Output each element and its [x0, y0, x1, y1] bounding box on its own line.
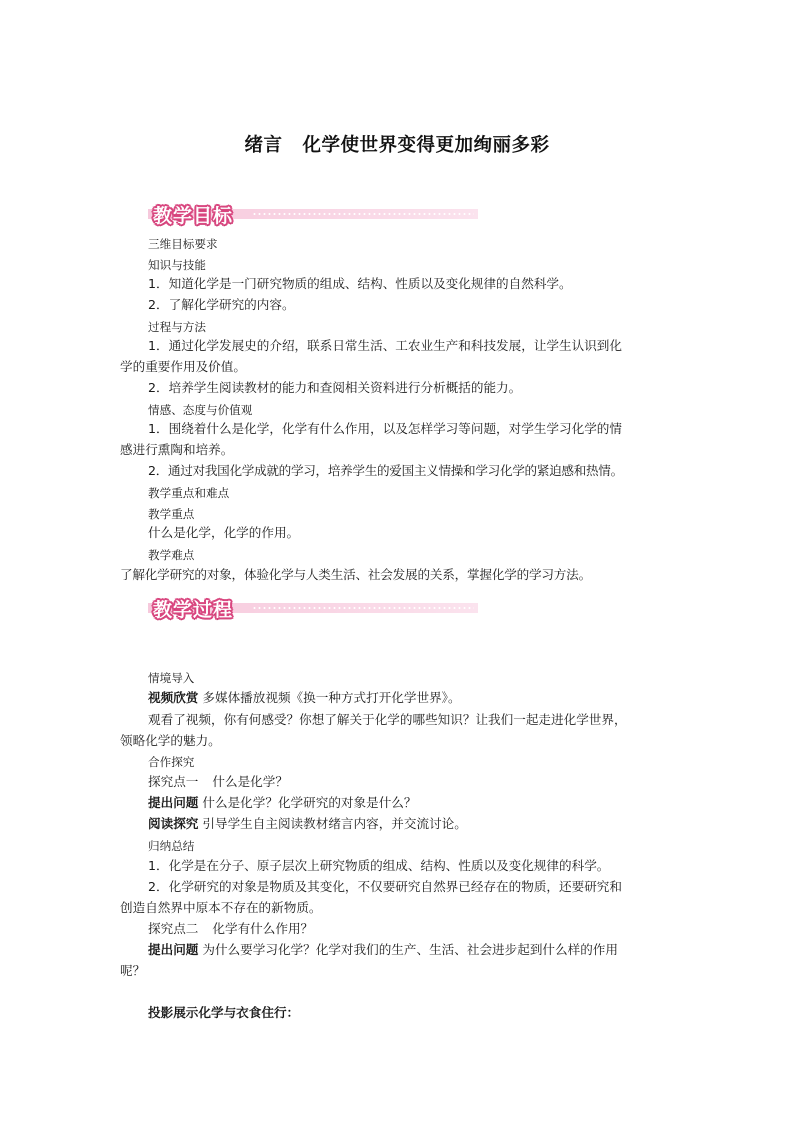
key-difficult-heading: 教学重点和难点	[148, 486, 230, 500]
summary-heading: 归纳总结	[148, 839, 195, 853]
point2-title: 化学有什么作用？	[212, 921, 314, 936]
title-part1: 绪言	[244, 135, 283, 156]
point2-line	[148, 921, 313, 937]
process-item-1a: 1．通过化学发展史的介绍，联系日常生活、工农业生产和科技发展，让学生认识到化	[148, 338, 622, 353]
emotion-item-1a: 1．围绕着什么是化学，化学有什么作用，以及怎样学习等问题，对学生学习化学的情	[148, 421, 622, 436]
knowledge-item-1: 1．知道化学是一门研究物质的组成、结构、性质以及变化规律的自然科学。	[148, 276, 572, 291]
projection-line: 投影展示化学与衣食住行：	[148, 1005, 300, 1020]
point1-label: 探究点一	[148, 774, 199, 789]
process-method-heading: 过程与方法	[148, 320, 206, 334]
key-text: 什么是化学，化学的作用。	[148, 525, 300, 540]
ask2-label: 提出问题	[148, 942, 199, 957]
video-line	[148, 690, 461, 706]
ask1-text: 什么是化学？化学研究的对象是什么？	[202, 795, 417, 810]
banner-dots	[252, 607, 474, 609]
video-label: 视频欣赏	[148, 690, 199, 705]
knowledge-item-2: 2．了解化学研究的内容。	[148, 297, 295, 312]
read-text: 引导学生自主阅读教材绪言内容，并交流讨论。	[202, 816, 467, 831]
process-banner	[148, 597, 478, 619]
key-heading: 教学重点	[148, 507, 195, 521]
ask1-label: 提出问题	[148, 795, 199, 810]
video-text: 多媒体播放视频《换一种方式打开化学世界》。	[202, 690, 461, 705]
emotion-heading: 情感、态度与价值观	[148, 403, 253, 417]
point2-label: 探究点二	[148, 921, 199, 936]
point1-line	[148, 774, 288, 790]
objectives-banner	[148, 203, 478, 225]
read-label: 阅读探究	[148, 816, 199, 831]
banner-dots	[252, 213, 474, 215]
ask2-line-b: 呢？	[120, 963, 146, 978]
difficult-text: 了解化学研究的对象，体验化学与人类生活、社会发展的关系，掌握化学的学习方法。	[120, 567, 591, 582]
emotion-item-1b: 感进行熏陶和培养。	[120, 442, 234, 457]
process-banner-label: 教学过程	[153, 599, 234, 621]
ask1-line	[148, 795, 416, 811]
explore-heading: 合作探究	[148, 755, 195, 769]
question-line-a: 观看了视频，你有何感受？你想了解关于化学的哪些知识？让我们一起走进化学世界，	[148, 712, 627, 727]
knowledge-heading: 知识与技能	[148, 258, 206, 272]
page-title	[0, 131, 794, 157]
summary-item-2b: 创造自然界中原本不存在的新物质。	[120, 900, 322, 915]
objectives-banner-label: 教学目标	[153, 205, 234, 227]
emotion-item-2: 2．通过对我国化学成就的学习，培养学生的爱国主义情操和学习化学的紧迫感和热情。	[148, 463, 623, 478]
title-part2: 化学使世界变得更加绚丽多彩	[302, 135, 550, 156]
process-item-1b: 学的重要作用及价值。	[120, 359, 246, 374]
read-line	[148, 816, 467, 832]
ask2-line	[148, 942, 618, 958]
intro-heading: 情境导入	[148, 671, 195, 685]
summary-item-2a: 2．化学研究的对象是物质及其变化，不仅要研究自然界已经存在的物质，还要研究和	[148, 879, 622, 894]
process-item-2: 2．培养学生阅读教材的能力和查阅相关资料进行分析概括的能力。	[148, 380, 522, 395]
point1-title: 什么是化学？	[212, 774, 288, 789]
objectives-heading: 三维目标要求	[148, 237, 218, 251]
summary-item-1: 1．化学是在分子、原子层次上研究物质的组成、结构、性质以及变化规律的科学。	[148, 858, 610, 873]
difficult-heading: 教学难点	[148, 548, 195, 562]
question-line-b: 领略化学的魅力。	[120, 733, 221, 748]
ask2-text: 为什么要学习化学？化学对我们的生产、生活、社会进步起到什么样的作用	[202, 942, 618, 957]
